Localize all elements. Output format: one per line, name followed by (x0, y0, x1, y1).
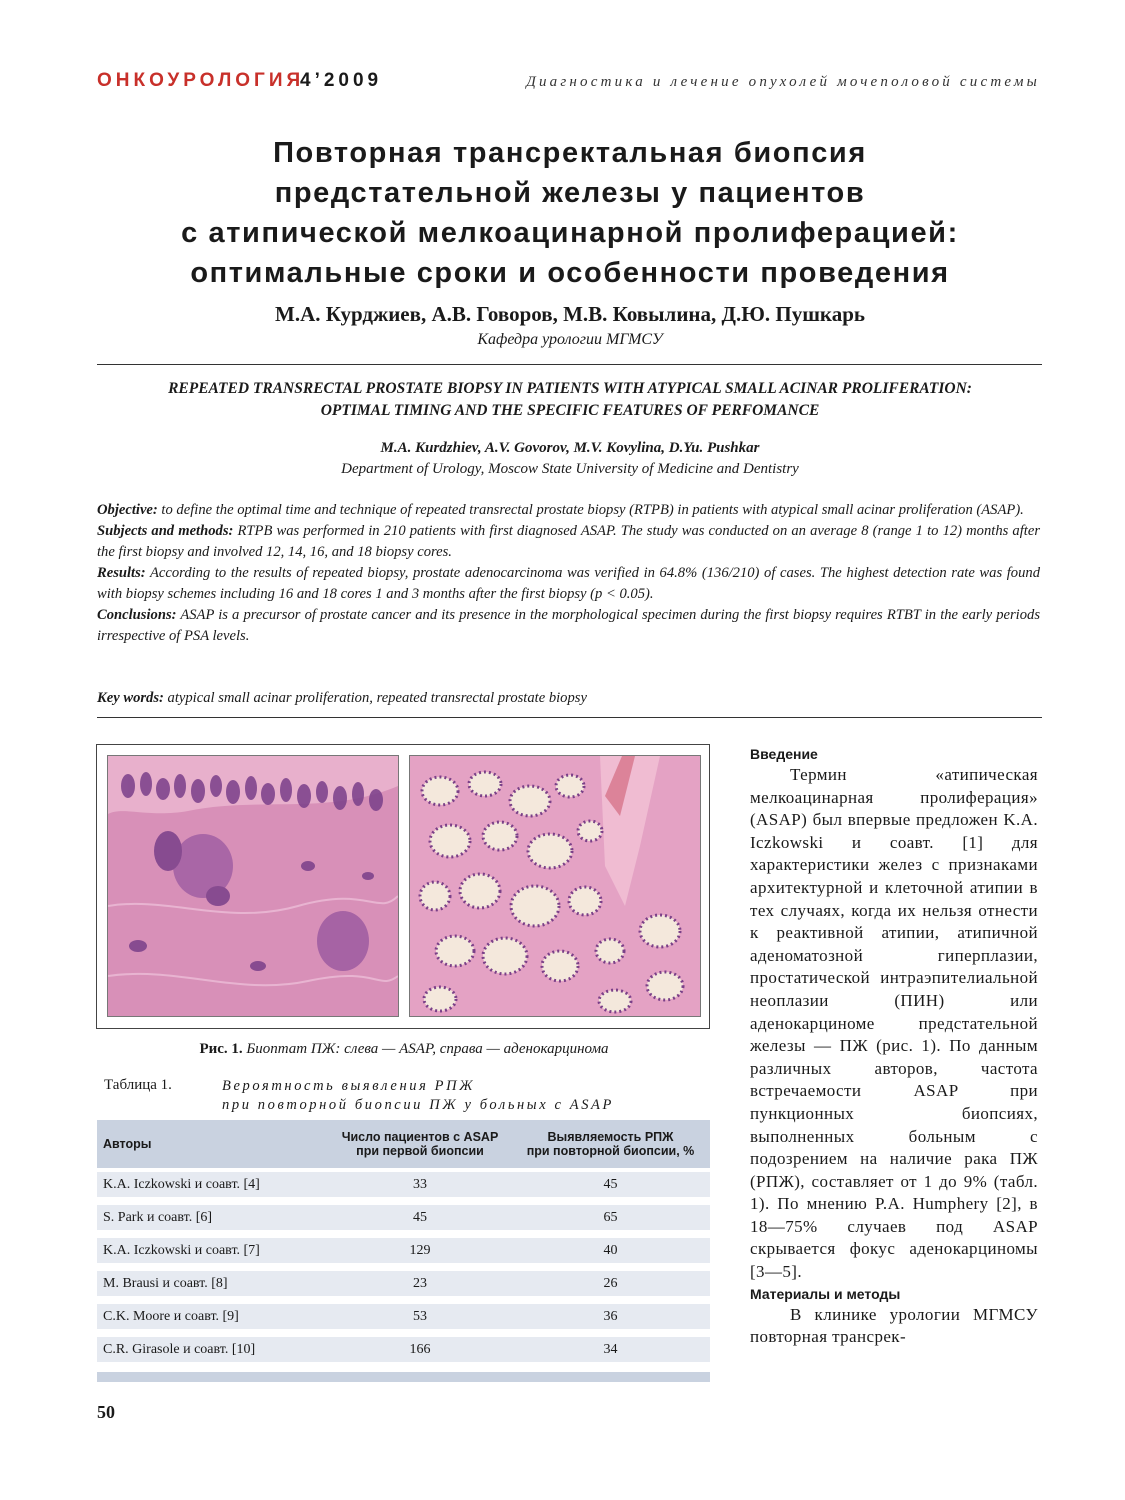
cell-detection: 36 (511, 1304, 710, 1337)
table-header-row (97, 1120, 710, 1172)
cell-patients: 129 (329, 1238, 511, 1271)
table-label: Таблица 1. (104, 1077, 172, 1093)
divider-top (97, 364, 1042, 365)
conclusions-label: Conclusions: (97, 607, 177, 623)
methods-label: Subjects and methods: (97, 523, 234, 539)
header-detection-line-1: Выявляемость РПЖ (547, 1130, 674, 1144)
table-row (97, 1304, 710, 1337)
keywords (97, 690, 1040, 707)
cell-author: M. Brausi и соавт. [8] (97, 1271, 329, 1304)
cell-author: C.K. Moore и соавт. [9] (97, 1304, 329, 1337)
header-detection (511, 1120, 710, 1172)
figure-caption (97, 1041, 711, 1058)
cell-detection: 65 (511, 1205, 710, 1238)
table-row (97, 1172, 710, 1205)
title-en-line-1: REPEATED TRANSRECTAL PROSTATE BIOPSY IN PATIENTS WITH ATYPICAL SMALL ACINAR PROLIFERATION: (168, 380, 972, 397)
department-en: Department of Urology, Moscow State University of Medicine and Dentistry (341, 461, 799, 477)
title-ru-line-1: Повторная трансректальная биопсия (273, 137, 867, 169)
cell-detection: 45 (511, 1172, 710, 1205)
body-column (750, 744, 1038, 1349)
divider-abstract (97, 717, 1042, 718)
authors-en: M.A. Kurdzhiev, A.V. Govorov, M.V. Kovylina, D.Yu. Pushkar (380, 440, 760, 456)
keywords-label: Key words: (97, 690, 164, 706)
journal-issue: 4’2009 (300, 70, 383, 91)
cell-author: S. Park и соавт. [6] (97, 1205, 329, 1238)
article-title-en (97, 378, 1043, 422)
department-ru: Кафедра урологии МГМСУ (477, 331, 663, 348)
journal-name: ОНКОУРОЛОГИЯ (97, 70, 305, 91)
abstract-methods (97, 521, 1040, 563)
cell-patients: 166 (329, 1337, 511, 1370)
methods-text: RTPB was performed in 210 patients with first diagnosed ASAP. The study was conducted on an average 8 (range 1 to 12) months after the first biopsy and involved 12, 14, 16, and 18 biopsy cores. (97, 523, 1040, 560)
objective-text: to define the optimal time and technique of repeated transrectal prostate biopsy (RTPB) in patients with atypical small acinar proliferation (ASAP). (157, 502, 1024, 518)
title-ru-line-4: оптимальные сроки и особенности проведения (190, 257, 950, 289)
methods-paragraph: В клинике урологии МГМСУ повторная трансрек- (750, 1304, 1038, 1347)
cell-author: K.A. Iczkowski и соавт. [7] (97, 1238, 329, 1271)
table-row (97, 1271, 710, 1304)
histology-image-asap (107, 755, 399, 1017)
intro-paragraph: Термин «атипическая мелкоацинарная пролиферация» (ASAP) был впервые предложен K.A. Iczkowski и соавт. [1] для характеристики желез с признаками архитектурной и клеточной атипии в тех случаях, когда их нельзя отнести к реактивной атипии, атипичной аденоматозной гиперплазии, простатической интраэпителиальной неоплазии (ПИН) или аденокарциноме предстательной железы — ПЖ (рис. 1). По данным различных авторов, частота встречаемости ASAP при пункционных биопсиях, выполненных больным с подозрением на наличие рака ПЖ (РПЖ), составляет от 1 до 9% (табл. 1). По мнению P.A. Humphery [2], в 18—75% случаев под ASAP скрывается фокус аденокарциномы [3—5]. (750, 765, 1038, 1282)
table-caption (222, 1077, 614, 1115)
conclusions-text: ASAP is a precursor of prostate cancer and its presence in the morphological specimen during the first biopsy requires RTBT in the early periods irrespective of PSA levels. (97, 607, 1040, 644)
header-patients-line-1: Число пациентов с ASAP (341, 1130, 499, 1144)
abstract-results (97, 563, 1040, 605)
cell-detection: 40 (511, 1238, 710, 1271)
table-row (97, 1205, 710, 1238)
table-row (97, 1238, 710, 1271)
title-en-line-2: OPTIMAL TIMING AND THE SPECIFIC FEATURES OF PERFOMANCE (320, 402, 820, 419)
abstract-conclusions (97, 605, 1040, 647)
results-table (97, 1120, 710, 1370)
cell-detection: 34 (511, 1337, 710, 1370)
figure-label: Рис. 1. (199, 1041, 243, 1057)
cell-patients: 23 (329, 1271, 511, 1304)
table-caption-line-1: Вероятность выявления РПЖ (222, 1078, 476, 1094)
keywords-text: atypical small acinar proliferation, repeated transrectal prostate biopsy (163, 690, 587, 706)
authors-ru: М.А. Курджиев, А.В. Говоров, М.В. Ковылина, Д.Ю. Пушкарь (275, 302, 865, 326)
cell-detection: 26 (511, 1271, 710, 1304)
objective-label: Objective: (97, 502, 158, 518)
figure-1 (96, 744, 710, 1029)
page-number: 50 (97, 1402, 115, 1422)
cell-patients: 53 (329, 1304, 511, 1337)
table-bottom-bar (97, 1372, 710, 1382)
title-ru-line-3: с атипической мелкоацинарной пролиферацией: (181, 217, 959, 249)
intro-heading: Введение (750, 746, 818, 762)
results-label: Results: (97, 565, 146, 581)
figure-caption-text: Биоптат ПЖ: слева — ASAP, справа — аденокарцинома (242, 1041, 609, 1057)
table-row (97, 1337, 710, 1370)
header-detection-line-2: при повторной биопсии, % (526, 1144, 695, 1158)
abstract (97, 500, 1040, 647)
section-title: Диагностика и лечение опухолей мочеполовой системы (526, 74, 1040, 90)
results-text: According to the results of repeated biopsy, prostate adenocarcinoma was verified in 64.8% (136/210) of cases. The highest detection rate was found with biopsy schemes including 16 and 18 cores 1 and 3 months after the first biopsy (p < 0.05). (97, 565, 1040, 602)
table-caption-line-2: при повторной биопсии ПЖ у больных с ASAP (222, 1097, 614, 1113)
cell-patients: 33 (329, 1172, 511, 1205)
cell-author: K.A. Iczkowski и соавт. [4] (97, 1172, 329, 1205)
cell-patients: 45 (329, 1205, 511, 1238)
article-title-ru (97, 133, 1043, 293)
cell-author: C.R. Girasole и соавт. [10] (97, 1337, 329, 1370)
header-patients (329, 1120, 511, 1172)
header-authors: Авторы (97, 1120, 329, 1172)
title-ru-line-2: предстательной железы у пациентов (274, 177, 866, 209)
header-patients-line-2: при первой биопсии (356, 1144, 484, 1158)
abstract-objective (97, 500, 1040, 521)
methods-heading: Материалы и методы (750, 1285, 901, 1302)
histology-image-adenocarcinoma (409, 755, 701, 1017)
